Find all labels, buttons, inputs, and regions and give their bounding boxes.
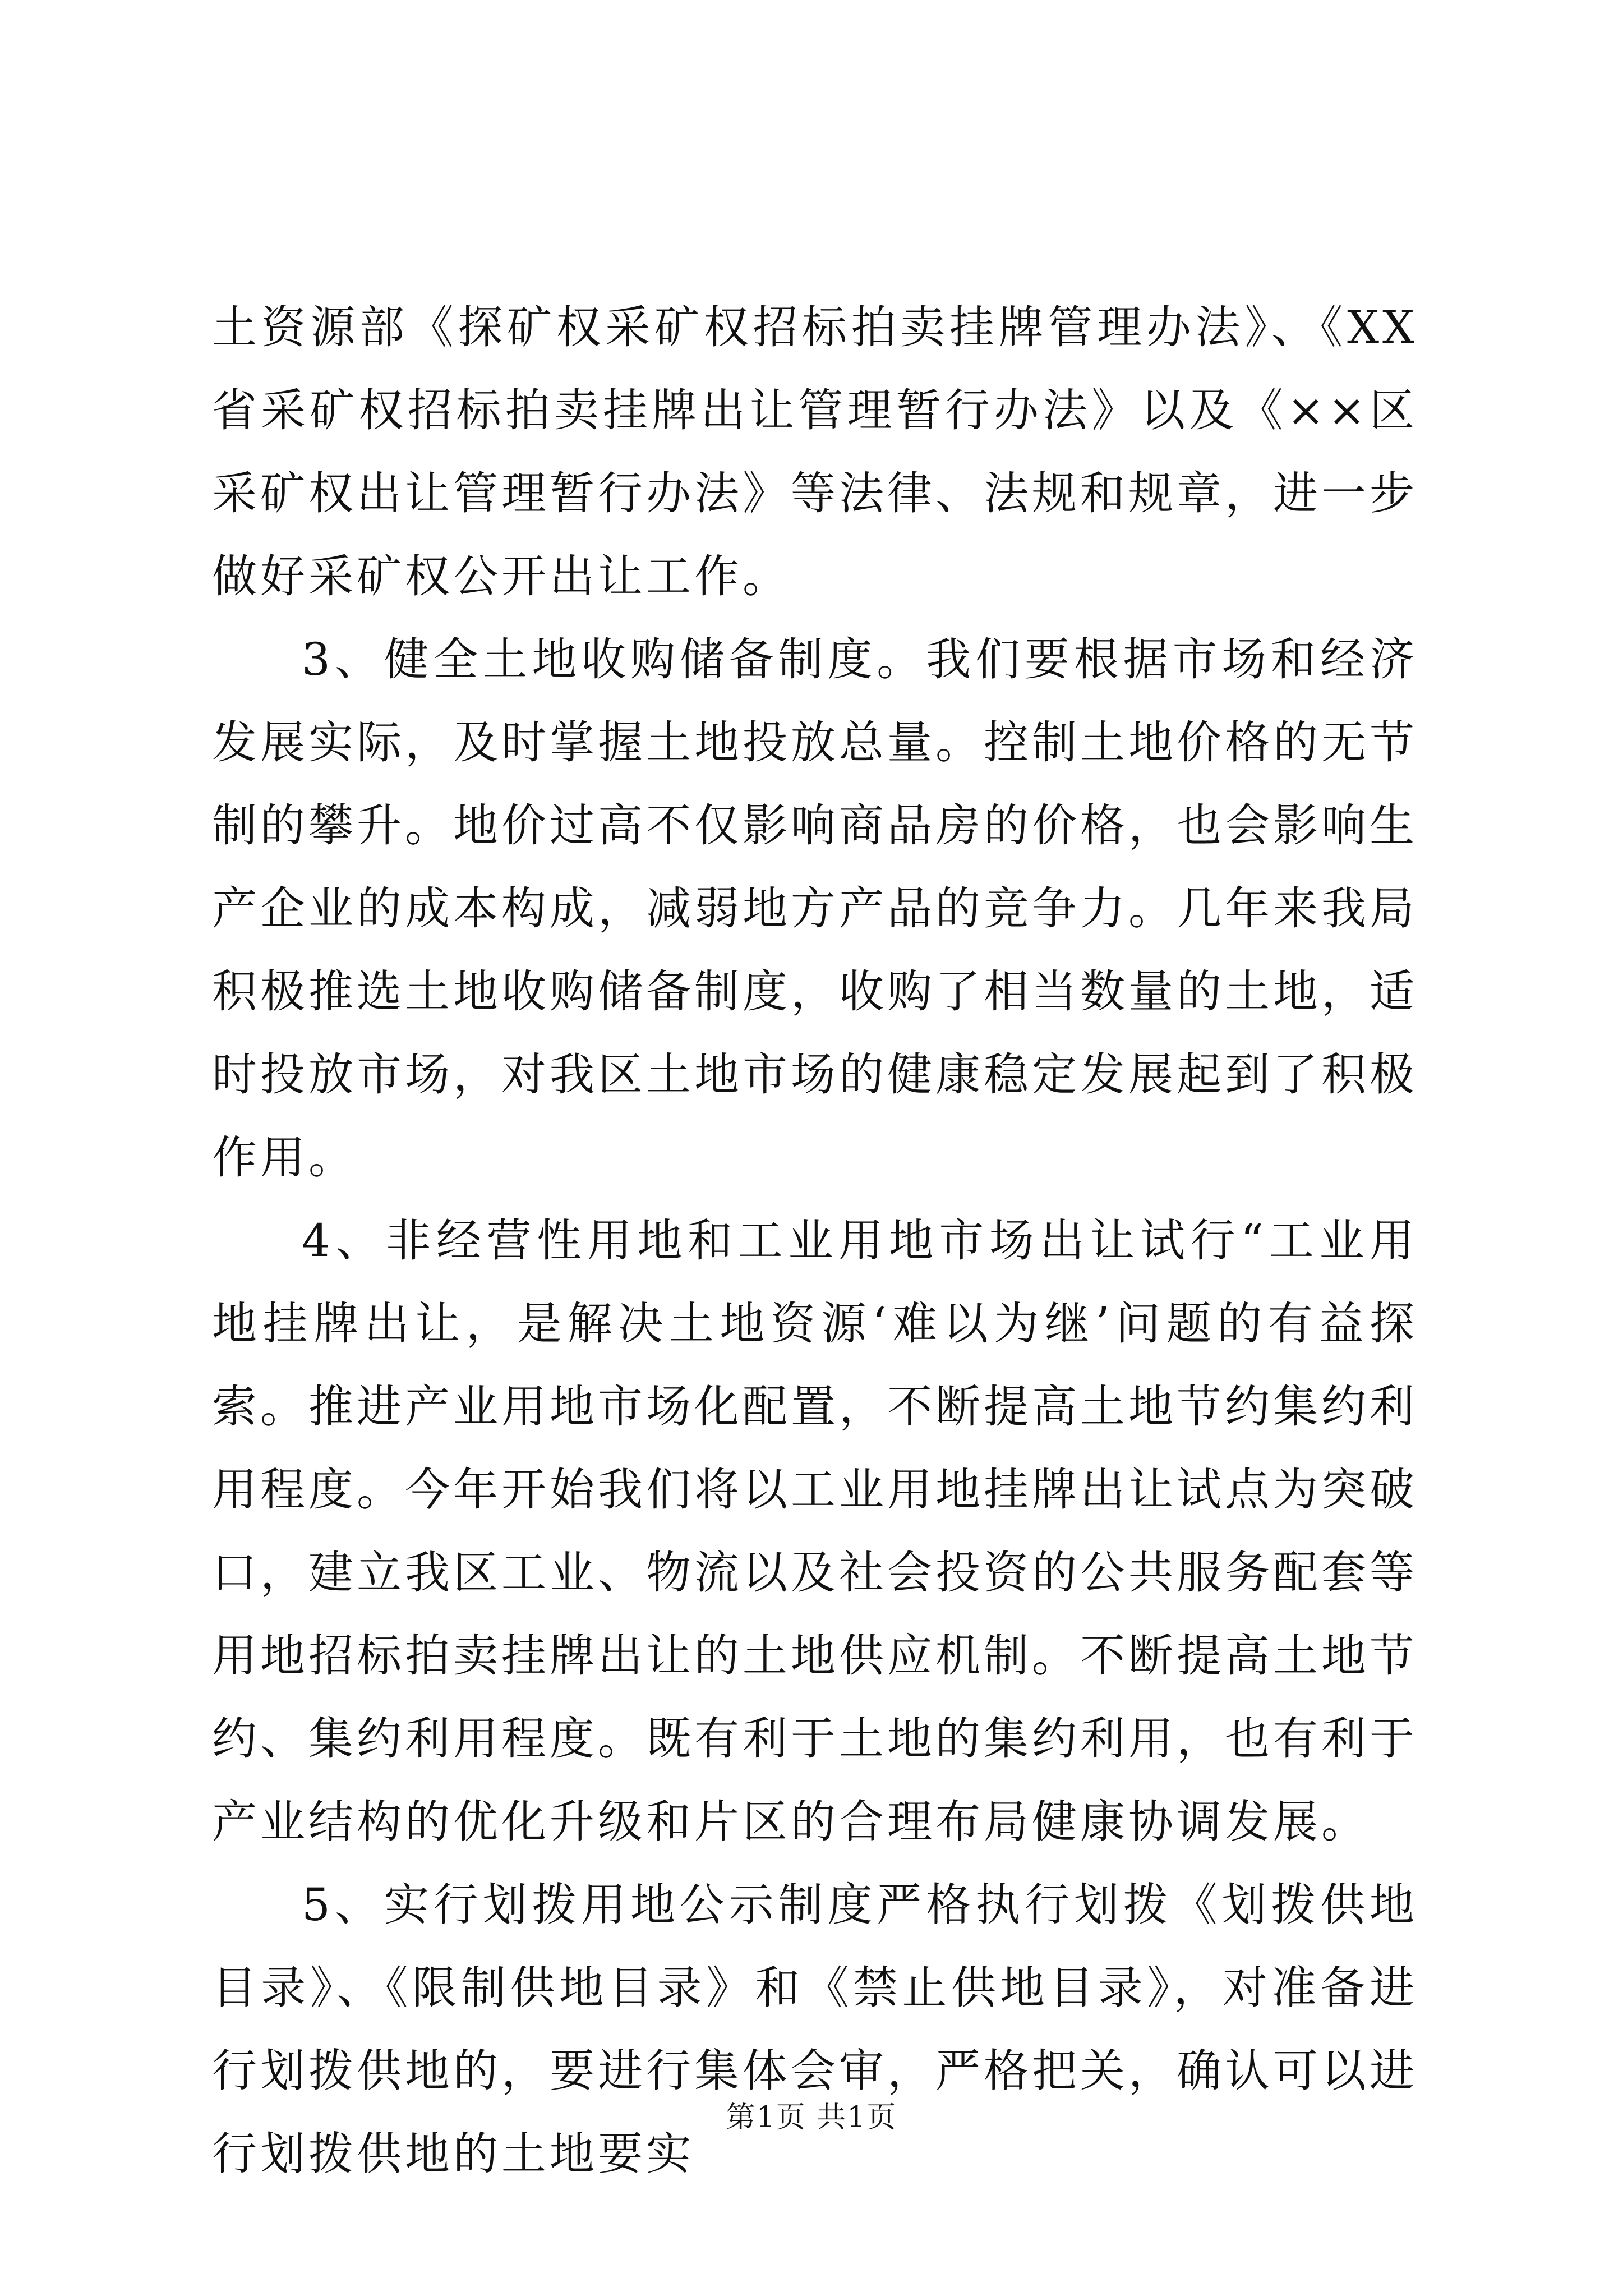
paragraph-item-3: 3、健全土地收购储备制度。我们要根据市场和经济发展实际，及时掌握土地投放总量。控制土地价格的无节制的攀升。地价过高不仅影响商品房的价格，也会影响生产企业的成本构成，减弱地方产品的竞争力。几年来我局积极推选土地收购储备制度，收购了相当数量的土地，适时投放市场，对我区土地市场的健康稳定发展起到了积极作用。 <box>212 633 1418 1184</box>
document-body <box>212 286 1418 2196</box>
paragraph-item-5: 5、实行划拨用地公示制度严格执行划拨《划拨供地目录》、《限制供地目录》和《禁止供地目录》，对准备进行划拨供地的，要进行集体会审，严格把关，确认可以进行划拨供地的土地要实 <box>212 1879 1418 2180</box>
paragraph-continuation: 土资源部《探矿权采矿权招标拍卖挂牌管理办法》、《XX省采矿权招标拍卖挂牌出让管理暂行办法》以及《××区采矿权出让管理暂行办法》等法律、法规和规章，进一步做好采矿权公开出让工作。 <box>212 301 1418 602</box>
paragraph-item-4: 4、非经营性用地和工业用地市场出让试行“工业用地挂牌出让，是解决土地资源‘难以为继’问题的有益探索。推进产业用地市场化配置，不断提高土地节约集约利用程度。今年开始我们将以工业用地挂牌出让试点为突破口，建立我区工业、物流以及社会投资的公共服务配套等用地招标拍卖挂牌出让的土地供应机制。不断提高土地节约、集约利用程度。既有利于土地的集约利用，也有利于产业结构的优化升级和片区的合理布局健康协调发展。 <box>212 1214 1418 1848</box>
page-footer: 第1页 共1页 <box>726 2101 897 2134</box>
